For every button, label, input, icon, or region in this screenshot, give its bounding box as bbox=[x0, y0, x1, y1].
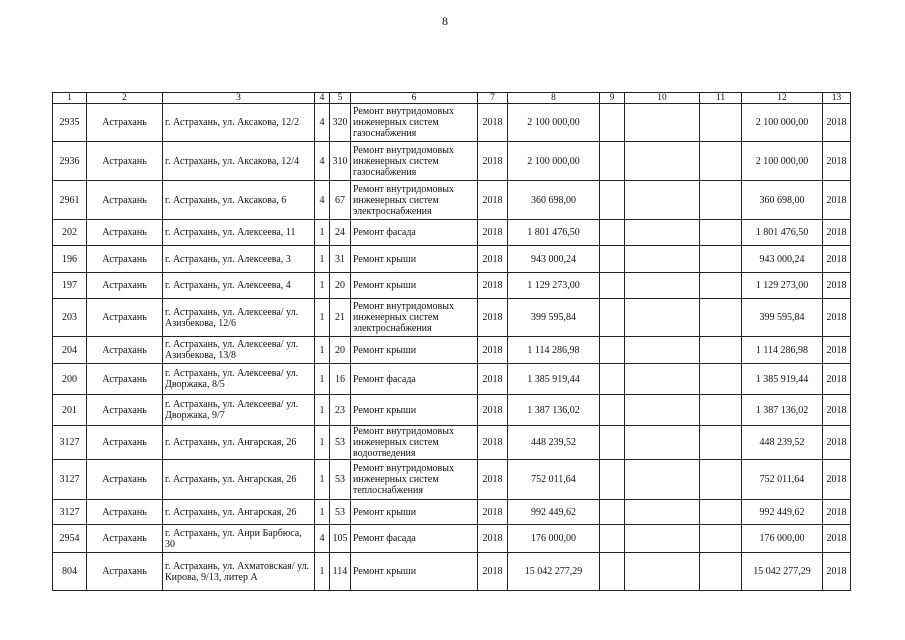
col4-cell: 4 bbox=[315, 142, 330, 181]
col12-cost-cell: 992 449,62 bbox=[742, 500, 823, 525]
work-type-cell: Ремонт внутридомовых инженерных систем электроснабжения bbox=[351, 181, 478, 220]
col10-cell bbox=[625, 104, 700, 142]
work-type-cell: Ремонт внутридомовых инженерных систем газоснабжения bbox=[351, 142, 478, 181]
col10-cell bbox=[625, 181, 700, 220]
total-cost-cell: 2 100 000,00 bbox=[508, 104, 600, 142]
col4-cell: 1 bbox=[315, 246, 330, 273]
address-cell: г. Астрахань, ул. Алексеева/ ул. Дворжака, 8/5 bbox=[163, 364, 315, 395]
address-cell: г. Астрахань, ул. Алексеева, 11 bbox=[163, 220, 315, 246]
col4-cell: 1 bbox=[315, 500, 330, 525]
col11-cell bbox=[700, 500, 742, 525]
total-cost-cell: 1 114 286,98 bbox=[508, 337, 600, 364]
col5-cell: 23 bbox=[330, 395, 351, 426]
col11-cell bbox=[700, 142, 742, 181]
work-type-cell: Ремонт фасада bbox=[351, 220, 478, 246]
total-cost-cell: 1 387 136,02 bbox=[508, 395, 600, 426]
work-type-cell: Ремонт внутридомовых инженерных систем водоотведения bbox=[351, 426, 478, 460]
col9-cell bbox=[600, 460, 625, 500]
row-id-cell: 3127 bbox=[53, 426, 87, 460]
col11-cell bbox=[700, 426, 742, 460]
col11-cell bbox=[700, 273, 742, 299]
col12-cost-cell: 752 011,64 bbox=[742, 460, 823, 500]
table-row bbox=[53, 364, 851, 395]
city-cell: Астрахань bbox=[87, 220, 163, 246]
work-type-cell: Ремонт крыши bbox=[351, 395, 478, 426]
col4-cell: 1 bbox=[315, 220, 330, 246]
col10-cell bbox=[625, 364, 700, 395]
col9-cell bbox=[600, 273, 625, 299]
col11-cell bbox=[700, 220, 742, 246]
col10-cell bbox=[625, 426, 700, 460]
year-cell: 2018 bbox=[478, 299, 508, 337]
col4-cell: 4 bbox=[315, 104, 330, 142]
col13-year-cell: 2018 bbox=[823, 142, 851, 181]
city-cell: Астрахань bbox=[87, 525, 163, 553]
col5-cell: 105 bbox=[330, 525, 351, 553]
col12-cost-cell: 943 000,24 bbox=[742, 246, 823, 273]
col9-cell bbox=[600, 181, 625, 220]
col4-cell: 1 bbox=[315, 460, 330, 500]
address-cell: г. Астрахань, ул. Алексеева, 4 bbox=[163, 273, 315, 299]
col13-year-cell: 2018 bbox=[823, 553, 851, 591]
column-header: 8 bbox=[508, 93, 600, 104]
col11-cell bbox=[700, 553, 742, 591]
city-cell: Астрахань bbox=[87, 426, 163, 460]
work-type-cell: Ремонт крыши bbox=[351, 500, 478, 525]
work-type-cell: Ремонт внутридомовых инженерных систем газоснабжения bbox=[351, 104, 478, 142]
total-cost-cell: 943 000,24 bbox=[508, 246, 600, 273]
table-row bbox=[53, 525, 851, 553]
column-header: 3 bbox=[163, 93, 315, 104]
table-row bbox=[53, 395, 851, 426]
col10-cell bbox=[625, 395, 700, 426]
year-cell: 2018 bbox=[478, 460, 508, 500]
table-row bbox=[53, 220, 851, 246]
work-type-cell: Ремонт крыши bbox=[351, 246, 478, 273]
col11-cell bbox=[700, 395, 742, 426]
col4-cell: 1 bbox=[315, 337, 330, 364]
col12-cost-cell: 15 042 277,29 bbox=[742, 553, 823, 591]
total-cost-cell: 15 042 277,29 bbox=[508, 553, 600, 591]
column-header: 2 bbox=[87, 93, 163, 104]
col4-cell: 1 bbox=[315, 273, 330, 299]
year-cell: 2018 bbox=[478, 273, 508, 299]
row-id-cell: 196 bbox=[53, 246, 87, 273]
col12-cost-cell: 1 385 919,44 bbox=[742, 364, 823, 395]
column-header: 10 bbox=[625, 93, 700, 104]
col9-cell bbox=[600, 142, 625, 181]
total-cost-cell: 176 000,00 bbox=[508, 525, 600, 553]
city-cell: Астрахань bbox=[87, 299, 163, 337]
total-cost-cell: 752 011,64 bbox=[508, 460, 600, 500]
year-cell: 2018 bbox=[478, 395, 508, 426]
row-id-cell: 203 bbox=[53, 299, 87, 337]
address-cell: г. Астрахань, ул. Алексеева/ ул. Азизбекова, 13/8 bbox=[163, 337, 315, 364]
total-cost-cell: 1 129 273,00 bbox=[508, 273, 600, 299]
col5-cell: 20 bbox=[330, 273, 351, 299]
col13-year-cell: 2018 bbox=[823, 364, 851, 395]
city-cell: Астрахань bbox=[87, 500, 163, 525]
col12-cost-cell: 2 100 000,00 bbox=[742, 104, 823, 142]
address-cell: г. Астрахань, ул. Алексеева/ ул. Азизбекова, 12/6 bbox=[163, 299, 315, 337]
row-id-cell: 2954 bbox=[53, 525, 87, 553]
total-cost-cell: 448 239,52 bbox=[508, 426, 600, 460]
year-cell: 2018 bbox=[478, 337, 508, 364]
col5-cell: 20 bbox=[330, 337, 351, 364]
col10-cell bbox=[625, 460, 700, 500]
col9-cell bbox=[600, 220, 625, 246]
table-row bbox=[53, 460, 851, 500]
address-cell: г. Астрахань, ул. Алексеева, 3 bbox=[163, 246, 315, 273]
address-cell: г. Астрахань, ул. Алексеева/ ул. Дворжака, 9/7 bbox=[163, 395, 315, 426]
row-id-cell: 3127 bbox=[53, 460, 87, 500]
year-cell: 2018 bbox=[478, 220, 508, 246]
city-cell: Астрахань bbox=[87, 553, 163, 591]
col4-cell: 1 bbox=[315, 364, 330, 395]
col9-cell bbox=[600, 104, 625, 142]
col13-year-cell: 2018 bbox=[823, 299, 851, 337]
city-cell: Астрахань bbox=[87, 364, 163, 395]
col4-cell: 1 bbox=[315, 426, 330, 460]
col10-cell bbox=[625, 142, 700, 181]
col13-year-cell: 2018 bbox=[823, 426, 851, 460]
work-type-cell: Ремонт крыши bbox=[351, 553, 478, 591]
city-cell: Астрахань bbox=[87, 460, 163, 500]
col12-cost-cell: 1 114 286,98 bbox=[742, 337, 823, 364]
year-cell: 2018 bbox=[478, 104, 508, 142]
year-cell: 2018 bbox=[478, 553, 508, 591]
col10-cell bbox=[625, 273, 700, 299]
total-cost-cell: 1 801 476,50 bbox=[508, 220, 600, 246]
address-cell: г. Астрахань, ул. Ахматовская/ ул. Кирова, 9/13, литер А bbox=[163, 553, 315, 591]
year-cell: 2018 bbox=[478, 500, 508, 525]
table-row bbox=[53, 426, 851, 460]
col10-cell bbox=[625, 500, 700, 525]
col11-cell bbox=[700, 246, 742, 273]
col9-cell bbox=[600, 525, 625, 553]
city-cell: Астрахань bbox=[87, 142, 163, 181]
col13-year-cell: 2018 bbox=[823, 273, 851, 299]
col12-cost-cell: 399 595,84 bbox=[742, 299, 823, 337]
work-type-cell: Ремонт фасада bbox=[351, 525, 478, 553]
total-cost-cell: 992 449,62 bbox=[508, 500, 600, 525]
row-id-cell: 2936 bbox=[53, 142, 87, 181]
page-number: 8 bbox=[442, 14, 448, 28]
table-row bbox=[53, 246, 851, 273]
address-cell: г. Астрахань, ул. Ангарская, 26 bbox=[163, 460, 315, 500]
address-cell: г. Астрахань, ул. Ангарская, 26 bbox=[163, 500, 315, 525]
table-row bbox=[53, 553, 851, 591]
col10-cell bbox=[625, 220, 700, 246]
col13-year-cell: 2018 bbox=[823, 337, 851, 364]
col13-year-cell: 2018 bbox=[823, 181, 851, 220]
col4-cell: 1 bbox=[315, 395, 330, 426]
col13-year-cell: 2018 bbox=[823, 104, 851, 142]
column-header: 5 bbox=[330, 93, 351, 104]
table-row bbox=[53, 273, 851, 299]
address-cell: г. Астрахань, ул. Ангарская, 26 bbox=[163, 426, 315, 460]
row-id-cell: 202 bbox=[53, 220, 87, 246]
table-row bbox=[53, 500, 851, 525]
year-cell: 2018 bbox=[478, 525, 508, 553]
col12-cost-cell: 360 698,00 bbox=[742, 181, 823, 220]
work-type-cell: Ремонт внутридомовых инженерных систем электроснабжения bbox=[351, 299, 478, 337]
address-cell: г. Астрахань, ул. Аксакова, 6 bbox=[163, 181, 315, 220]
city-cell: Астрахань bbox=[87, 181, 163, 220]
col13-year-cell: 2018 bbox=[823, 395, 851, 426]
capital-repair-table bbox=[52, 92, 851, 591]
column-header: 13 bbox=[823, 93, 851, 104]
total-cost-cell: 360 698,00 bbox=[508, 181, 600, 220]
col9-cell bbox=[600, 426, 625, 460]
col5-cell: 67 bbox=[330, 181, 351, 220]
col5-cell: 310 bbox=[330, 142, 351, 181]
col13-year-cell: 2018 bbox=[823, 460, 851, 500]
row-id-cell: 197 bbox=[53, 273, 87, 299]
col10-cell bbox=[625, 299, 700, 337]
table-row bbox=[53, 337, 851, 364]
col12-cost-cell: 448 239,52 bbox=[742, 426, 823, 460]
col5-cell: 53 bbox=[330, 500, 351, 525]
col9-cell bbox=[600, 299, 625, 337]
col9-cell bbox=[600, 246, 625, 273]
column-header: 9 bbox=[600, 93, 625, 104]
column-header: 6 bbox=[351, 93, 478, 104]
col5-cell: 16 bbox=[330, 364, 351, 395]
col5-cell: 31 bbox=[330, 246, 351, 273]
city-cell: Астрахань bbox=[87, 273, 163, 299]
col9-cell bbox=[600, 500, 625, 525]
work-type-cell: Ремонт крыши bbox=[351, 337, 478, 364]
city-cell: Астрахань bbox=[87, 104, 163, 142]
row-id-cell: 200 bbox=[53, 364, 87, 395]
col5-cell: 21 bbox=[330, 299, 351, 337]
city-cell: Астрахань bbox=[87, 246, 163, 273]
col9-cell bbox=[600, 553, 625, 591]
address-cell: г. Астрахань, ул. Аксакова, 12/4 bbox=[163, 142, 315, 181]
total-cost-cell: 1 385 919,44 bbox=[508, 364, 600, 395]
col12-cost-cell: 1 387 136,02 bbox=[742, 395, 823, 426]
col5-cell: 320 bbox=[330, 104, 351, 142]
col5-cell: 114 bbox=[330, 553, 351, 591]
year-cell: 2018 bbox=[478, 426, 508, 460]
col13-year-cell: 2018 bbox=[823, 500, 851, 525]
col11-cell bbox=[700, 337, 742, 364]
col12-cost-cell: 1 801 476,50 bbox=[742, 220, 823, 246]
col10-cell bbox=[625, 246, 700, 273]
work-type-cell: Ремонт крыши bbox=[351, 273, 478, 299]
col5-cell: 24 bbox=[330, 220, 351, 246]
col5-cell: 53 bbox=[330, 426, 351, 460]
table-row bbox=[53, 181, 851, 220]
city-cell: Астрахань bbox=[87, 337, 163, 364]
year-cell: 2018 bbox=[478, 246, 508, 273]
col10-cell bbox=[625, 337, 700, 364]
col11-cell bbox=[700, 181, 742, 220]
column-header: 4 bbox=[315, 93, 330, 104]
work-type-cell: Ремонт фасада bbox=[351, 364, 478, 395]
col10-cell bbox=[625, 553, 700, 591]
total-cost-cell: 399 595,84 bbox=[508, 299, 600, 337]
row-id-cell: 204 bbox=[53, 337, 87, 364]
col12-cost-cell: 176 000,00 bbox=[742, 525, 823, 553]
col9-cell bbox=[600, 364, 625, 395]
col5-cell: 53 bbox=[330, 460, 351, 500]
col9-cell bbox=[600, 395, 625, 426]
year-cell: 2018 bbox=[478, 181, 508, 220]
year-cell: 2018 bbox=[478, 364, 508, 395]
col11-cell bbox=[700, 460, 742, 500]
row-id-cell: 3127 bbox=[53, 500, 87, 525]
col4-cell: 1 bbox=[315, 299, 330, 337]
col4-cell: 4 bbox=[315, 181, 330, 220]
table-row bbox=[53, 142, 851, 181]
row-id-cell: 804 bbox=[53, 553, 87, 591]
col9-cell bbox=[600, 337, 625, 364]
col10-cell bbox=[625, 525, 700, 553]
city-cell: Астрахань bbox=[87, 395, 163, 426]
col4-cell: 1 bbox=[315, 553, 330, 591]
address-cell: г. Астрахань, ул. Анри Барбюса, 30 bbox=[163, 525, 315, 553]
column-number-row bbox=[53, 93, 851, 104]
address-cell: г. Астрахань, ул. Аксакова, 12/2 bbox=[163, 104, 315, 142]
col13-year-cell: 2018 bbox=[823, 525, 851, 553]
row-id-cell: 2961 bbox=[53, 181, 87, 220]
work-type-cell: Ремонт внутридомовых инженерных систем теплоснабжения bbox=[351, 460, 478, 500]
year-cell: 2018 bbox=[478, 142, 508, 181]
row-id-cell: 201 bbox=[53, 395, 87, 426]
total-cost-cell: 2 100 000,00 bbox=[508, 142, 600, 181]
column-header: 11 bbox=[700, 93, 742, 104]
table-row bbox=[53, 299, 851, 337]
column-header: 7 bbox=[478, 93, 508, 104]
column-header: 12 bbox=[742, 93, 823, 104]
col4-cell: 4 bbox=[315, 525, 330, 553]
col11-cell bbox=[700, 104, 742, 142]
col12-cost-cell: 2 100 000,00 bbox=[742, 142, 823, 181]
col11-cell bbox=[700, 364, 742, 395]
col13-year-cell: 2018 bbox=[823, 246, 851, 273]
col13-year-cell: 2018 bbox=[823, 220, 851, 246]
column-header: 1 bbox=[53, 93, 87, 104]
row-id-cell: 2935 bbox=[53, 104, 87, 142]
table-row bbox=[53, 104, 851, 142]
col11-cell bbox=[700, 525, 742, 553]
col11-cell bbox=[700, 299, 742, 337]
col12-cost-cell: 1 129 273,00 bbox=[742, 273, 823, 299]
